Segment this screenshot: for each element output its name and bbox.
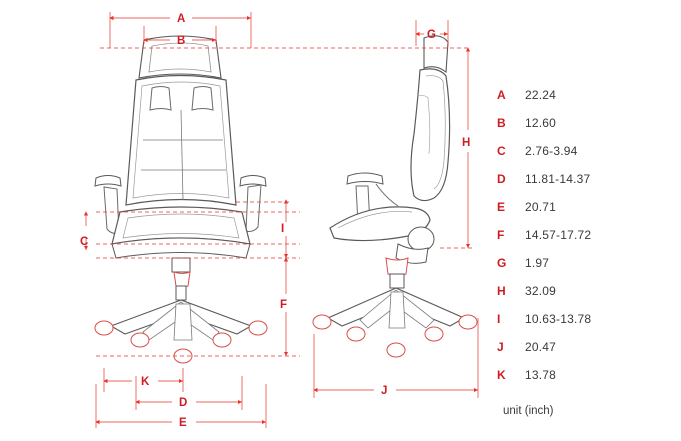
legend-value: 12.60 <box>525 116 557 130</box>
label-C: C <box>80 236 89 248</box>
label-I: I <box>281 223 285 235</box>
label-D: D <box>179 397 188 409</box>
legend-key: H <box>497 284 506 298</box>
legend-key: F <box>497 228 505 242</box>
legend-value: 32.09 <box>525 284 557 298</box>
front-view-chair <box>95 36 267 363</box>
legend-key: I <box>497 312 501 326</box>
label-A: A <box>177 13 186 25</box>
side-view-chair <box>313 36 477 357</box>
unit-note: unit (inch) <box>503 405 554 417</box>
legend-key: J <box>497 340 504 354</box>
legend-row <box>497 88 677 116</box>
legend-row <box>497 256 677 284</box>
legend-key: E <box>497 200 506 214</box>
legend-key: G <box>497 256 507 270</box>
legend-value: 22.24 <box>525 88 557 102</box>
legend-row <box>497 200 677 228</box>
label-G: G <box>427 29 436 41</box>
label-F: F <box>280 299 288 311</box>
legend-key: A <box>497 88 506 102</box>
legend-value: 10.63-13.78 <box>525 312 592 326</box>
legend-row <box>497 228 677 256</box>
legend-value: 1.97 <box>525 256 550 270</box>
legend-value: 11.81-14.37 <box>525 172 591 186</box>
legend-row <box>497 144 677 172</box>
legend-key: B <box>497 116 506 130</box>
legend-row <box>497 368 677 396</box>
label-H: H <box>462 137 471 149</box>
label-K: K <box>141 376 150 388</box>
legend-key: C <box>497 144 506 158</box>
legend-value: 2.76-3.94 <box>525 144 578 158</box>
label-J: J <box>381 385 388 397</box>
legend-value: 14.57-17.72 <box>525 228 592 242</box>
dimension-legend <box>497 88 677 396</box>
label-B: B <box>177 35 186 47</box>
legend-row <box>497 284 677 312</box>
legend-row <box>497 172 677 200</box>
legend-value: 20.47 <box>525 340 557 354</box>
legend-row <box>497 116 677 144</box>
label-E: E <box>179 417 187 429</box>
legend-row <box>497 312 677 340</box>
legend-value: 13.78 <box>525 368 557 382</box>
legend-row <box>497 340 677 368</box>
legend-key: D <box>497 172 506 186</box>
legend-value: 20.71 <box>525 200 557 214</box>
legend-key: K <box>497 368 506 382</box>
